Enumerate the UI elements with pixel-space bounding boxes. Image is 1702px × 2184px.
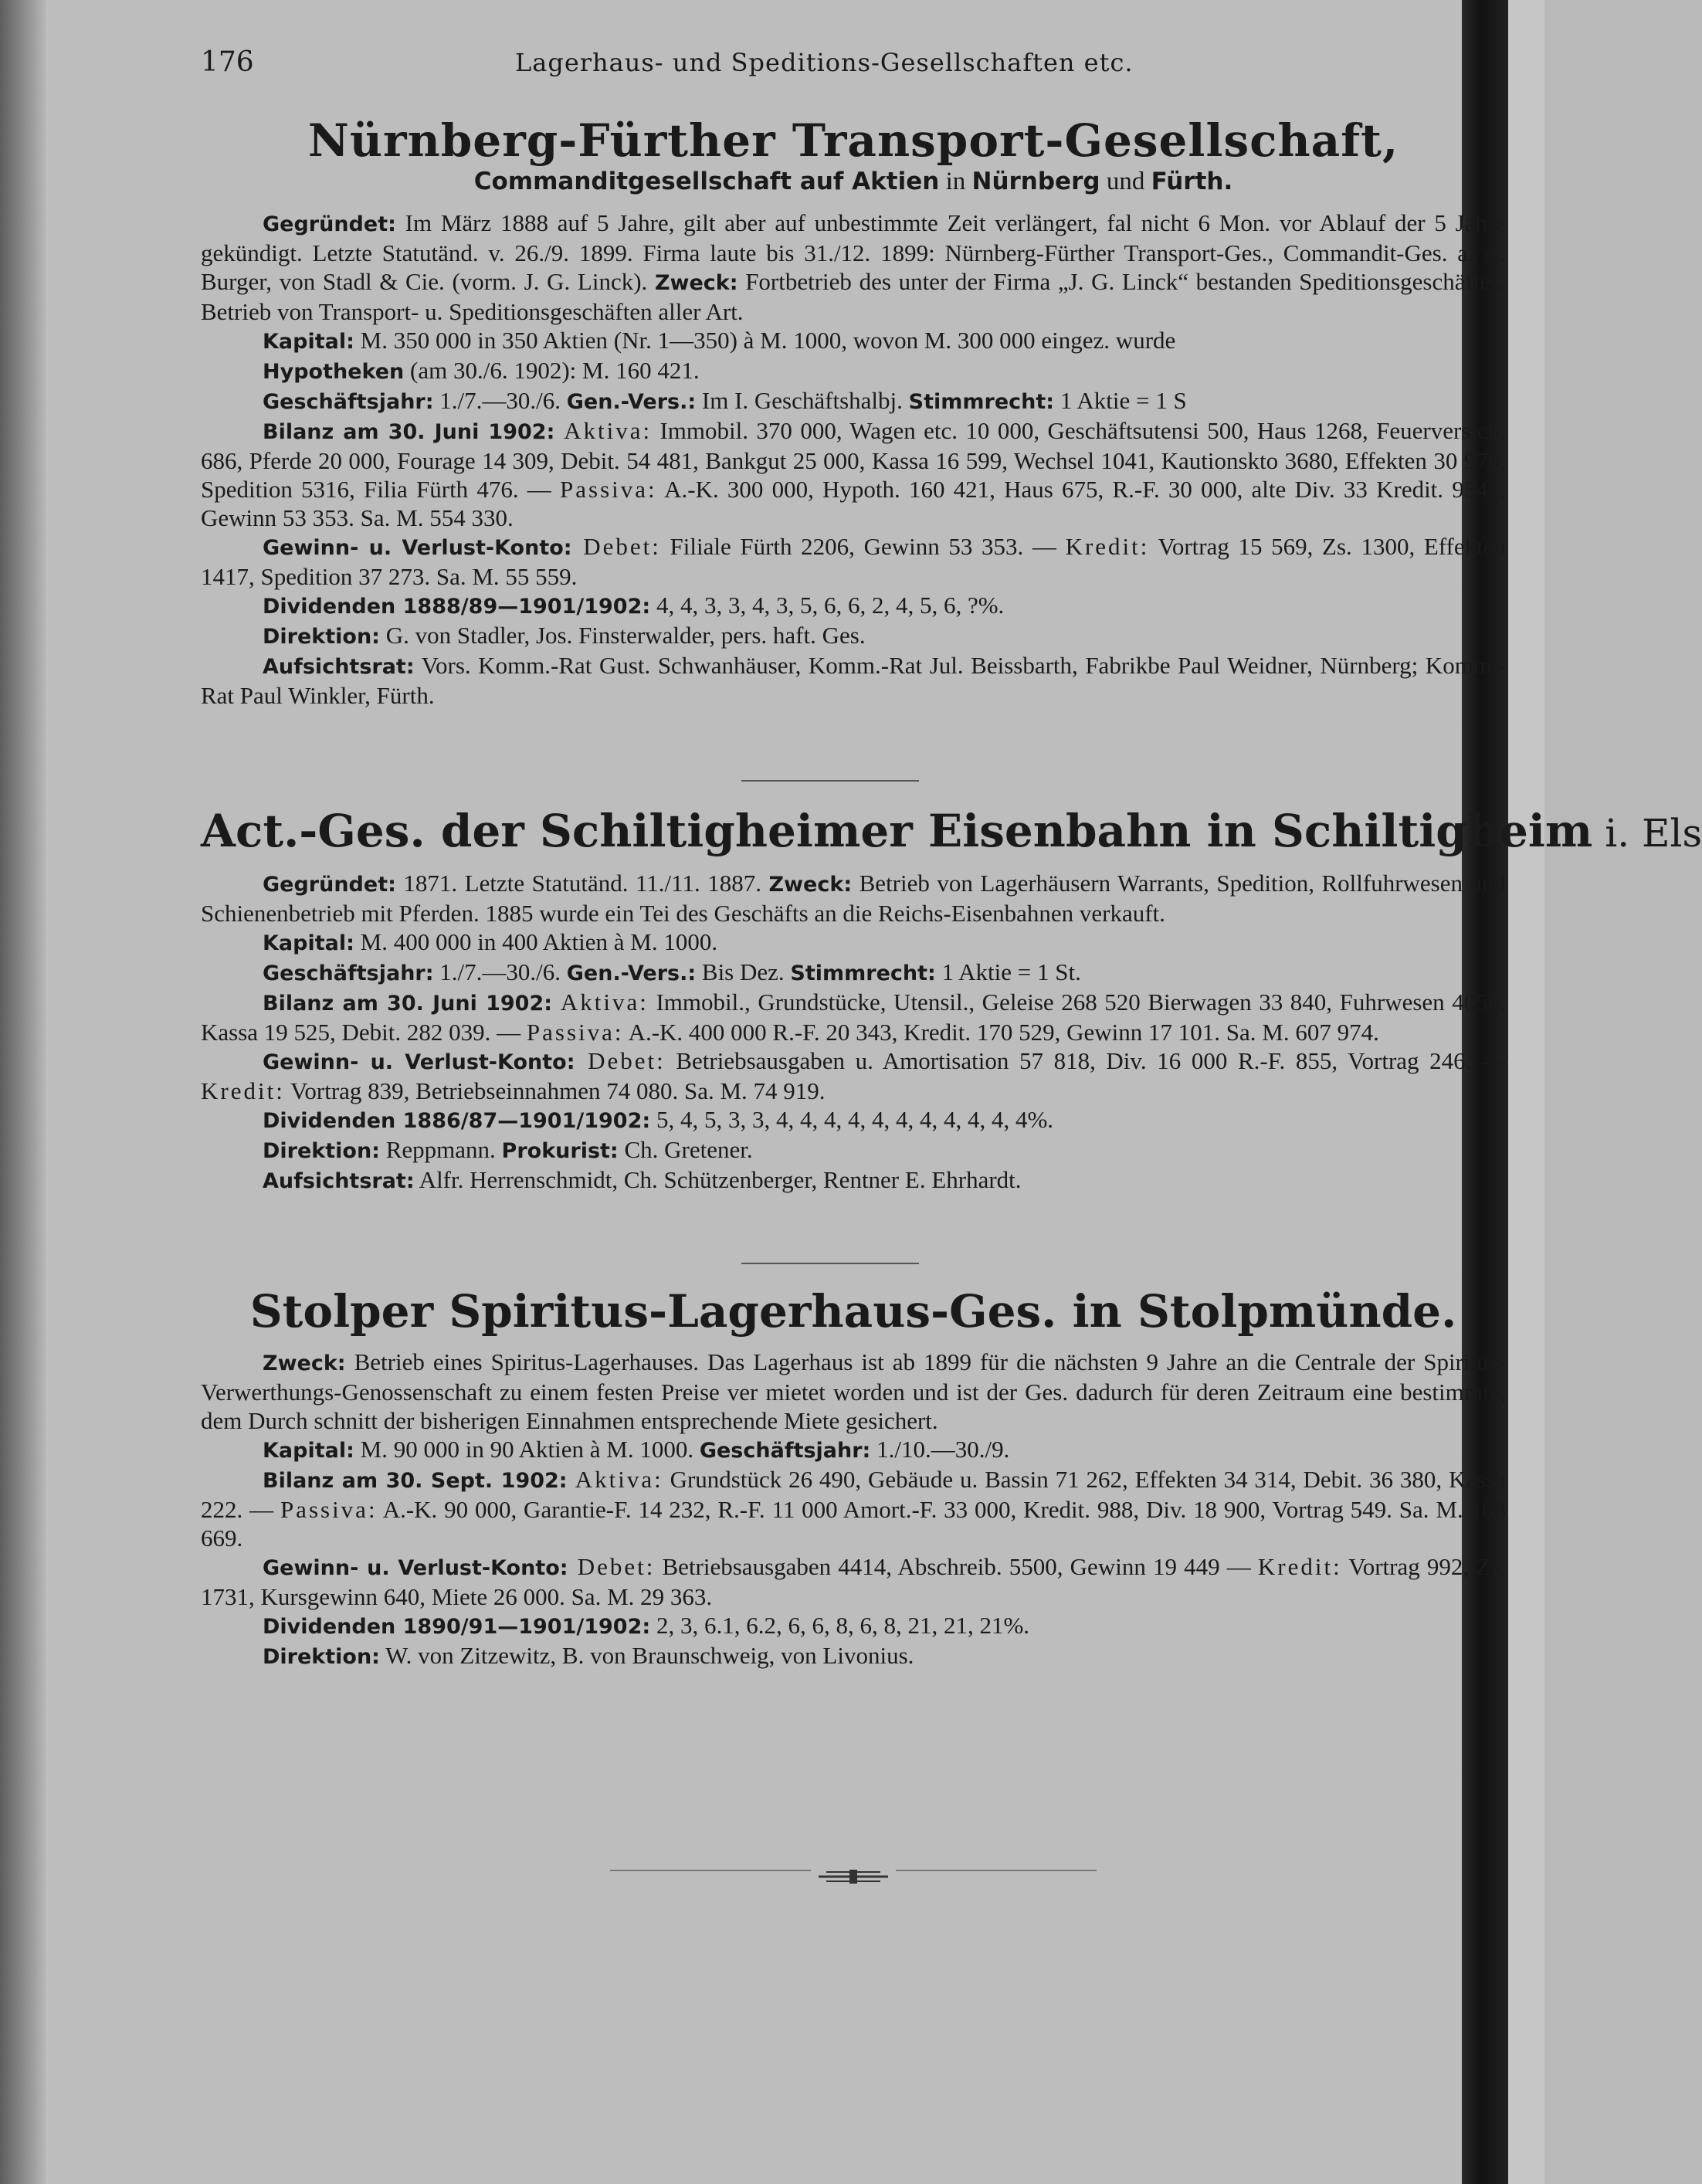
field-value: M. 350 000 in 350 Aktien (Nr. 1—350) à M. 1000, wovon M. 300 000 eingez. wurde	[354, 327, 1176, 354]
paragraph-dividenden	[201, 1105, 1506, 1135]
paragraph-bilanz	[201, 988, 1506, 1046]
field-value: W. von Zitzewitz, B. von Braunschweig, von Livonius.	[379, 1642, 914, 1669]
field-value: 1871. Letzte Statutänd. 11./11. 1887.	[395, 870, 769, 897]
paragraph-kapital	[201, 326, 1506, 356]
field-subkey: Debet:	[571, 533, 661, 560]
field-key: Kapital:	[263, 931, 354, 955]
paragraph-kapital	[201, 1435, 1506, 1465]
field-key: Bilanz am 30. Juni 1902:	[263, 420, 555, 444]
ornament-icon	[819, 1869, 888, 1884]
running-title: Lagerhaus- und Speditions-Gesellschaften etc.	[515, 48, 1134, 77]
field-key: Gewinn- u. Verlust-Konto:	[263, 1050, 575, 1074]
field-value: 1./7.—30./6.	[433, 958, 567, 985]
section-title-stolper: Stolper Spiritus-Lagerhaus-Ges. in Stolpmünde.	[249, 1285, 1457, 1338]
field-value: A.-K. 300 000, Hypoth. 160 421, Haus 675, R.-F. 30 000, alte Div. 33 Kredit. 9544, Gewinn 53 353. Sa. M. 554 330.	[201, 476, 1506, 531]
paragraph-dividenden	[201, 1611, 1506, 1641]
section-title-nuernberg: Nürnberg-Fürther Transport-Gesellschaft,	[307, 114, 1399, 167]
paragraph-kapital	[201, 928, 1506, 958]
section-divider	[741, 1263, 919, 1264]
section-body-nuernberg	[201, 209, 1506, 710]
field-value: M. 90 000 in 90 Aktien à M. 1000.	[354, 1436, 700, 1463]
paragraph-bilanz	[201, 416, 1506, 532]
field-value: Alfr. Herrenschmidt, Ch. Schützenberger, Rentner E. Ehrhardt.	[414, 1166, 1022, 1193]
field-key: Gen.-Vers.:	[566, 961, 697, 985]
field-value: Im März 1888 auf 5 Jahre, gilt aber auf unbestimmte Zeit verlängert, fal nicht 6 Mon. vor Ablauf der 5 Jahre gekündigt. Letzte Statutänd. v. 26./9. 1899. Firma laute bis 31./12. 1899: Nürnberg-Fürther Transport-Ges., Commandit-Ges. a. A. Burger, von Stadl & Cie. (vorm. J. G. Linck).	[201, 209, 1506, 295]
field-value: 1 Aktie = 1 St.	[935, 958, 1081, 985]
field-key: Kapital:	[263, 330, 354, 354]
field-key: Kapital:	[263, 1439, 354, 1463]
paragraph-direktion	[201, 1135, 1506, 1165]
field-subkey: Debet:	[575, 1047, 666, 1074]
page-number: 176	[201, 46, 254, 78]
paragraph-geschaeftsjahr	[201, 958, 1506, 988]
field-value: Reppmann.	[379, 1136, 502, 1163]
paragraph-hypotheken	[201, 356, 1506, 386]
field-value: 4, 4, 3, 3, 4, 3, 5, 6, 6, 2, 4, 5, 6, ?%.	[650, 592, 1005, 619]
field-key: Dividenden 1888/89—1901/1902:	[263, 595, 651, 619]
section-body-schiltigheim	[201, 869, 1506, 1195]
subtitle-part: Nürnberg	[971, 168, 1100, 195]
field-value: 1 Aktie = 1 S	[1054, 387, 1187, 414]
paragraph-dividenden	[201, 591, 1506, 621]
section-title-schiltigheim	[201, 805, 1702, 857]
subtitle-part: Fürth.	[1151, 168, 1233, 195]
field-key: Dividenden 1890/91—1901/1902:	[263, 1615, 651, 1639]
field-key: Geschäftsjahr:	[699, 1439, 871, 1463]
field-subkey: Passiva:	[560, 476, 657, 503]
field-value: A.-K. 90 000, Garantie-F. 14 232, R.-F. 11 000 Amort.-F. 33 000, Kredit. 988, Div. 18 900, Vortrag 549. Sa. M. 168 669.	[201, 1496, 1506, 1552]
paragraph-gewinn-verlust	[201, 1552, 1506, 1611]
field-value: Immobil., Grundstücke, Utensil., Geleise 268 520 Bierwagen 33 840, Fuhrwesen 4050, Kassa 19 525, Debit. 282 039. —	[201, 989, 1506, 1046]
field-key: Zweck:	[768, 873, 853, 897]
field-subkey: Aktiva:	[567, 1466, 663, 1493]
title-main: Act.-Ges. der Schiltigheimer Eisenbahn in Schiltigheim	[201, 805, 1593, 857]
field-key: Direktion:	[263, 1645, 380, 1669]
field-subkey: Kredit:	[1065, 533, 1150, 560]
paragraph-geschaeftsjahr	[201, 386, 1506, 416]
field-value: Betrieb von Lagerhäusern Warrants, Spedition, Rollfuhrwesen und Schienenbetrieb mit Pferden. 1885 wurde ein Tei des Geschäfts an die Reichs-Eisenbahnen verkauft.	[201, 870, 1506, 927]
paragraph-bilanz	[201, 1465, 1506, 1552]
paragraph-aufsichtsrat	[201, 1165, 1506, 1195]
field-value: Betriebsausgaben 4414, Abschreib. 5500, Gewinn 19 449 —	[655, 1553, 1258, 1580]
field-key: Gewinn- u. Verlust-Konto:	[263, 1556, 568, 1580]
paragraph-gegruendet	[201, 209, 1506, 326]
field-value: G. von Stadler, Jos. Finsterwalder, pers. haft. Ges.	[379, 622, 866, 649]
section-divider	[741, 780, 919, 782]
field-value: Fortbetrieb des unter der Firma „J. G. Linck“ bestanden Speditionsgeschäftes. Betrieb von Transport- u. Speditionsgeschäften aller Art.	[201, 268, 1506, 325]
field-key: Gegründet:	[263, 873, 396, 897]
field-subkey: Aktiva:	[554, 417, 653, 444]
section-subtitle-nuernberg	[201, 168, 1506, 196]
end-rule-left	[610, 1870, 811, 1871]
field-value: Ch. Gretener.	[618, 1136, 753, 1163]
field-value: Bis Dez.	[696, 958, 791, 985]
field-key: Hypotheken	[263, 360, 405, 384]
field-value: M. 400 000 in 400 Aktien à M. 1000.	[354, 928, 718, 955]
field-key: Zweck:	[263, 1351, 346, 1375]
field-value: Vors. Komm.-Rat Gust. Schwanhäuser, Komm.-Rat Jul. Beissbarth, Fabrikbe Paul Weidner, Nürnberg; Komm.-Rat Paul Winkler, Fürth.	[201, 652, 1506, 709]
book-page	[46, 0, 1702, 2184]
field-value: Filiale Fürth 2206, Gewinn 53 353. —	[660, 533, 1066, 560]
field-value: 2, 3, 6.1, 6.2, 6, 6, 8, 6, 8, 21, 21, 21%.	[650, 1612, 1030, 1639]
field-key: Direktion:	[263, 1139, 380, 1163]
field-value: Grundstück 26 490, Gebäude u. Bassin 71 262, Effekten 34 314, Debit. 36 380, Kassa 222. —	[201, 1466, 1506, 1523]
field-subkey: Kredit:	[201, 1077, 285, 1104]
field-value: 5, 4, 5, 3, 3, 4, 4, 4, 4, 4, 4, 4, 4, 4, 4, 4%.	[650, 1106, 1054, 1133]
subtitle-part: in	[939, 168, 972, 195]
field-key: Aufsichtsrat:	[263, 1169, 415, 1193]
field-key: Dividenden 1886/87—1901/1902:	[263, 1109, 651, 1133]
adjacent-page-edge	[1508, 0, 1544, 2184]
field-key: Prokurist:	[501, 1139, 619, 1163]
field-key: Gen.-Vers.:	[566, 390, 697, 414]
paragraph-zweck	[201, 1348, 1506, 1435]
field-subkey: Passiva:	[280, 1496, 378, 1523]
field-subkey: Aktiva:	[552, 989, 649, 1016]
paragraph-direktion	[201, 621, 1506, 651]
field-value: Betriebsausgaben u. Amortisation 57 818, Div. 16 000 R.-F. 855, Vortrag 246. —	[665, 1047, 1507, 1074]
paragraph-aufsichtsrat	[201, 651, 1506, 710]
field-key: Gewinn- u. Verlust-Konto:	[263, 536, 572, 560]
title-tail: i. Els	[1592, 811, 1702, 856]
paragraph-direktion	[201, 1641, 1506, 1671]
field-value: Vortrag 839, Betriebseinnahmen 74 080. Sa. M. 74 919.	[284, 1077, 826, 1104]
field-value: Immobil. 370 000, Wagen etc. 10 000, Geschäftsutensi 500, Haus 1268, Feuerversich. 686, Pferde 20 000, Fourage 14 309, Debit. 54 481, Bankgut 25 000, Kassa 16 599, Wechsel 1041, Kautionskto 3680, Effekten 30 970, Spedition 5316, Filia Fürth 476. —	[201, 417, 1506, 503]
field-value: A.-K. 400 000 R.-F. 20 343, Kredit. 170 529, Gewinn 17 101. Sa. M. 607 974.	[623, 1019, 1379, 1046]
subtitle-part: und	[1100, 168, 1151, 195]
field-key: Gegründet:	[263, 212, 396, 236]
field-subkey: Kredit:	[1257, 1553, 1342, 1580]
field-value: Betrieb eines Spiritus-Lagerhauses. Das Lagerhaus ist ab 1899 für die nächsten 9 Jahre an die Centrale der Spiritus-Verwerthungs-Genossenschaft zu einem festen Preise ver mietet worden und ist der Ges. dadurch für deren Zeitraum eine bestimmte, dem Durch schnitt der bisherigen Einnahmen entsprechende Miete gesichert.	[201, 1348, 1506, 1434]
field-key: Zweck:	[654, 271, 738, 295]
section-body-stolper	[201, 1348, 1506, 1671]
field-subkey: Debet:	[568, 1553, 656, 1580]
field-value: 1./10.—30./9.	[870, 1436, 1010, 1463]
field-key: Stimmrecht:	[790, 961, 936, 985]
paragraph-gegruendet	[201, 869, 1506, 928]
field-value: Vortrag 15 569, Zs. 1300, Effekten 1417, Spedition 37 273. Sa. M. 55 559.	[201, 533, 1506, 590]
paragraph-gewinn-verlust	[201, 532, 1506, 591]
end-rule-right	[896, 1870, 1097, 1871]
field-key: Stimmrecht:	[908, 390, 1055, 414]
field-subkey: Passiva:	[526, 1019, 624, 1046]
field-key: Direktion:	[263, 625, 380, 649]
field-key: Geschäftsjahr:	[263, 961, 434, 985]
paragraph-gewinn-verlust	[201, 1046, 1506, 1105]
field-value: (am 30./6. 1902): M. 160 421.	[404, 357, 700, 384]
field-value: Vortrag 992, Zs. 1731, Kursgewinn 640, Miete 26 000. Sa. M. 29 363.	[201, 1553, 1506, 1610]
field-value: 1./7.—30./6.	[433, 387, 567, 414]
scan-left-edge	[0, 0, 46, 2184]
subtitle-part: Commanditgesellschaft auf Aktien	[473, 168, 940, 195]
field-value: Im I. Geschäftshalbj.	[696, 387, 909, 414]
field-key: Geschäftsjahr:	[263, 390, 434, 414]
field-key: Bilanz am 30. Sept. 1902:	[263, 1469, 568, 1493]
field-key: Bilanz am 30. Juni 1902:	[263, 992, 553, 1016]
field-key: Aufsichtsrat:	[263, 655, 415, 679]
